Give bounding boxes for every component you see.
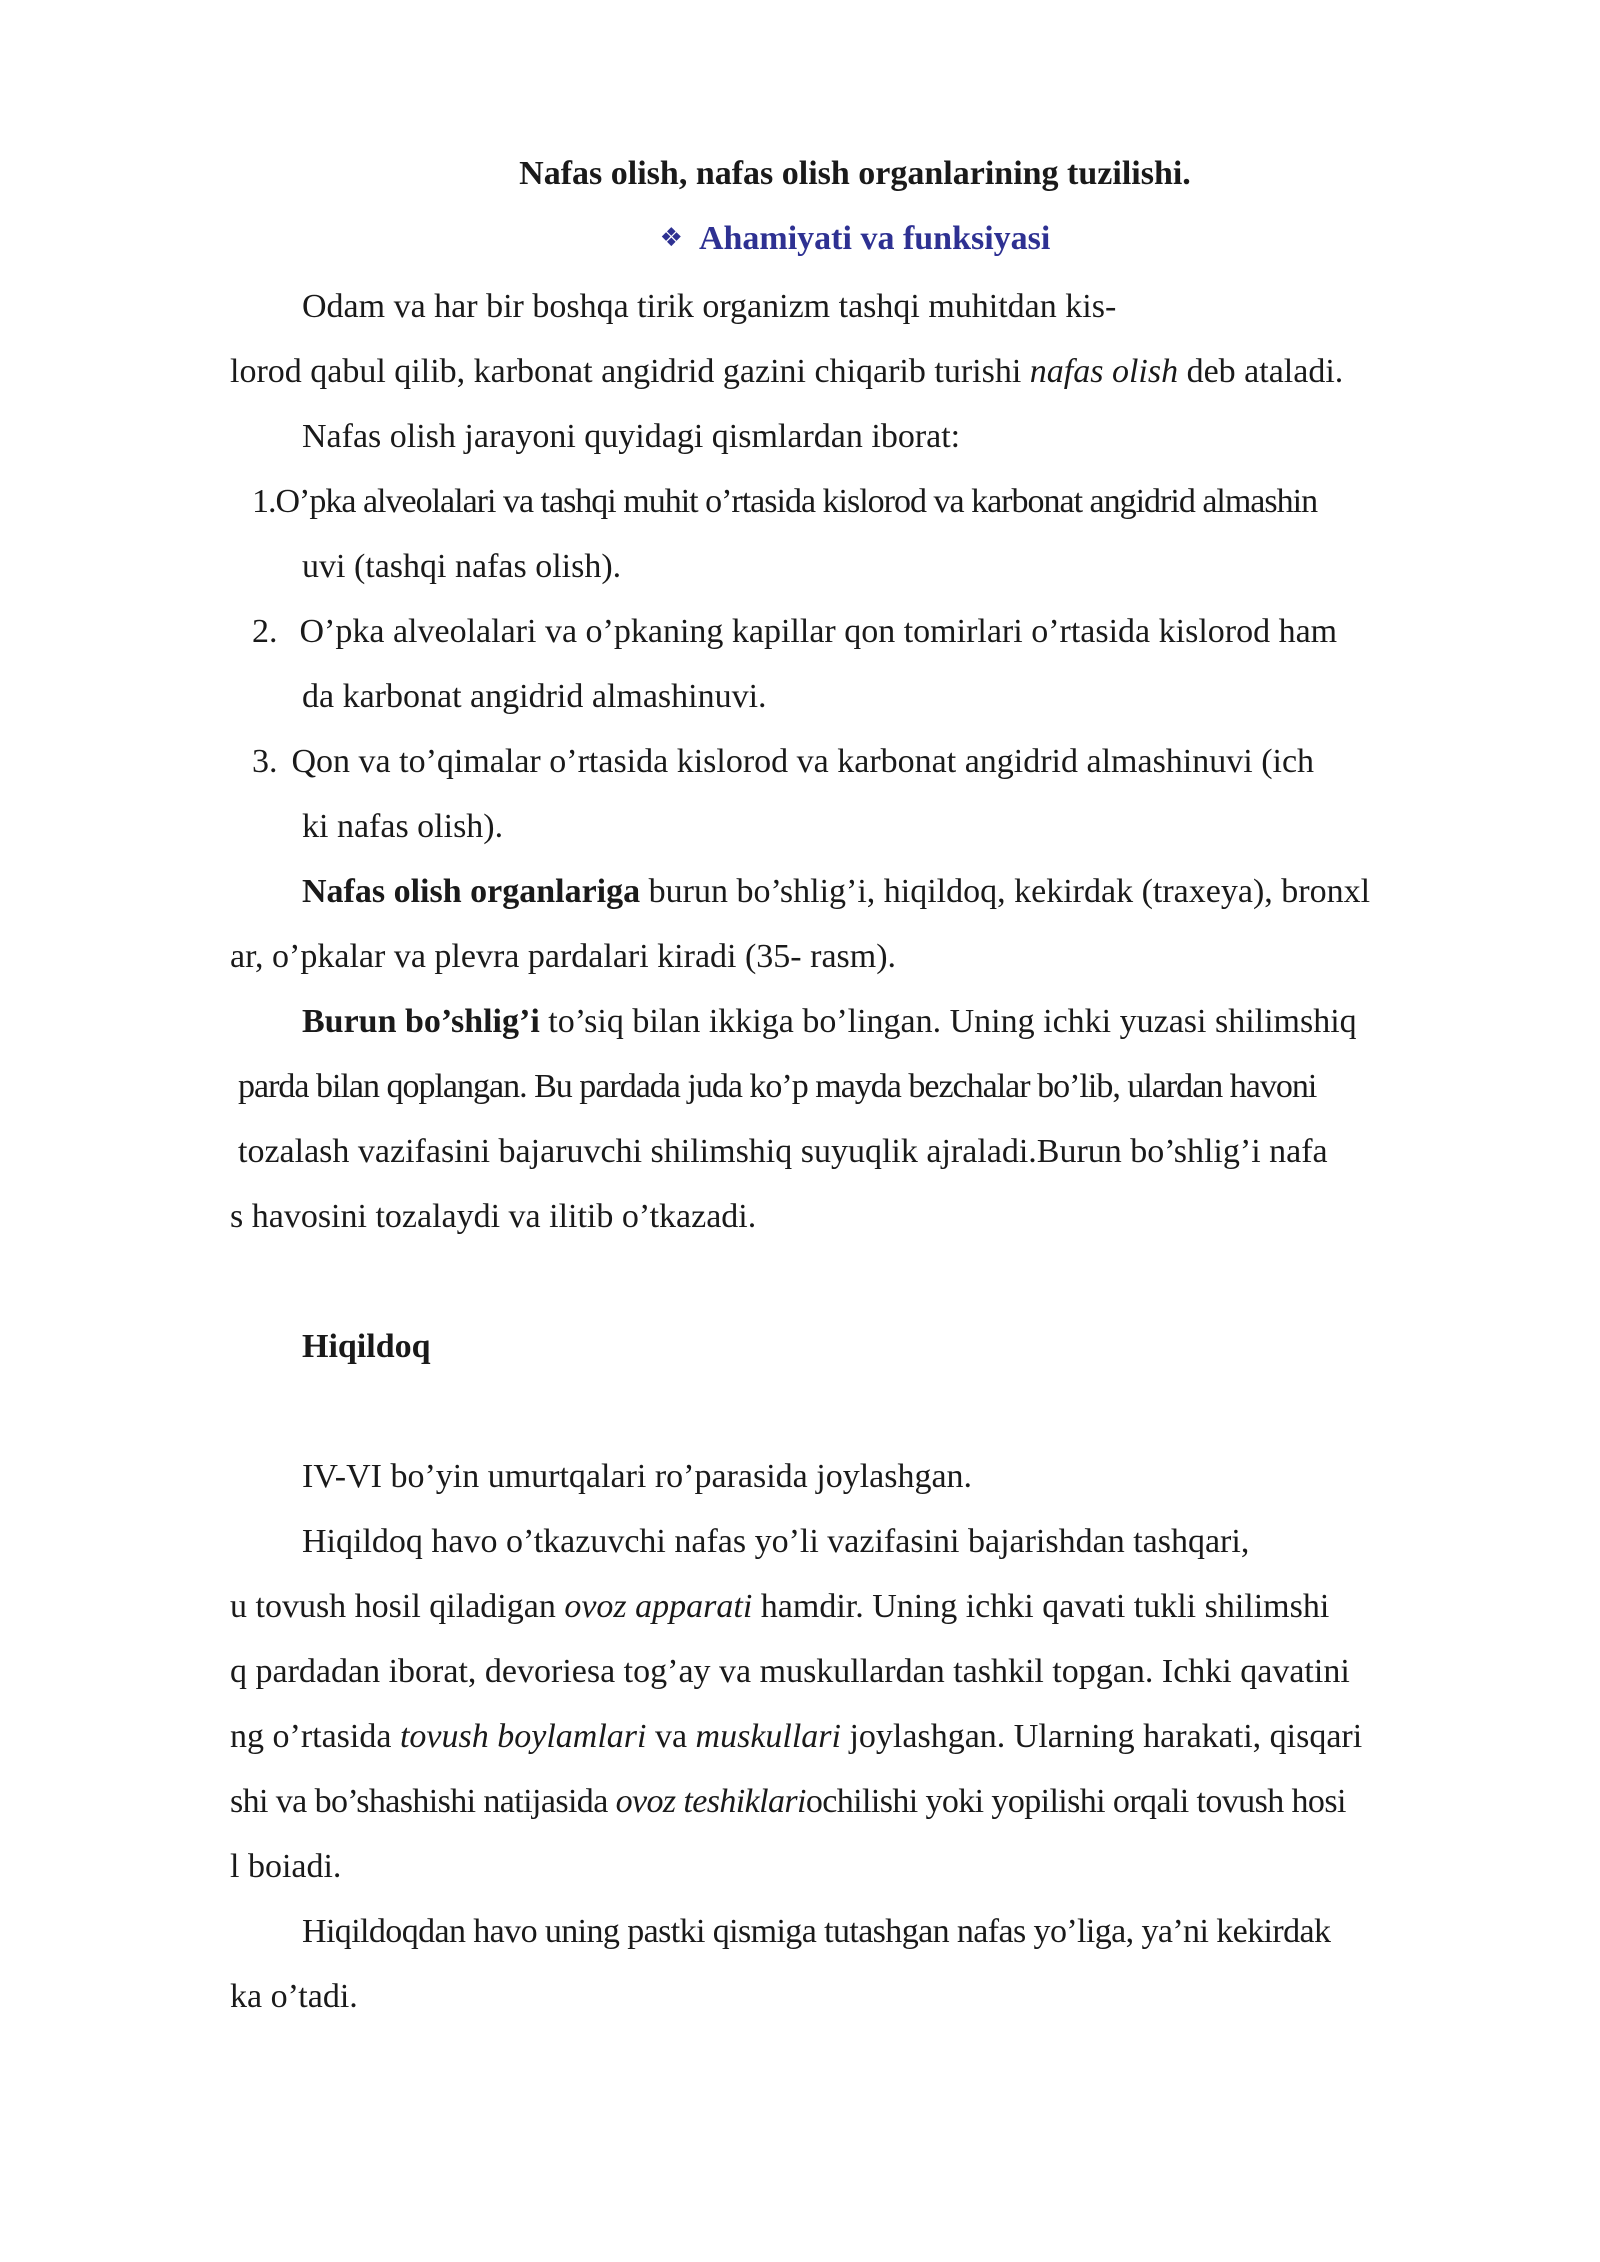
hiqildoq-p2-line-1: Hiqildoq havo o’tkazuvchi nafas yo’li vazifasini bajarishdan tashqari,: [302, 1523, 1250, 1560]
hiqildoq-p1: IV-VI bo’yin umurtqalari ro’parasida joylashgan.: [302, 1458, 973, 1495]
hiqildoq-p3-line-2: ka o’tadi.: [230, 1978, 358, 2015]
hiqildoq-p3-line-1: Hiqildoqdan havo uning pastki qismiga tutashgan nafas yo’liga, ya’ni kekirdak: [302, 1913, 1331, 1950]
list-number: 1.: [252, 483, 276, 520]
organs-line-2: ar, o’pkalar va plevra pardalari kiradi (35- rasm).: [230, 938, 897, 975]
list-item-2-cont: da karbonat angidrid almashinuvi.: [302, 678, 767, 715]
list-item-1-cont: uvi (tashqi nafas olish).: [302, 548, 622, 585]
intro-line-2: lorod qabul qilib, karbonat angidrid gazini chiqarib turishi nafas olish deb ataladi.: [230, 353, 1344, 390]
term-muskullari: muskullari: [695, 1718, 841, 1755]
term-ovoz-teshiklari: ovoz teshiklari: [615, 1783, 806, 1820]
list-item-3: 3. Qon va to’qimalar o’rtasida kislorod va karbonat angidrid almashinuvi (ich: [252, 743, 1315, 780]
list-item-1: 1.O’pka alveolalari va tashqi muhit o’rtasida kislorod va karbonat angidrid almashin: [252, 483, 1318, 520]
hiqildoq-p2-line-6: l boiadi.: [230, 1848, 342, 1885]
organs-line-1: Nafas olish organlariga burun bo’shlig’i, hiqildoq, kekirdak (traxeya), bronxl: [302, 873, 1371, 910]
intro-line-3: Nafas olish jarayoni quyidagi qismlardan iborat:: [302, 418, 961, 455]
page-title: Nafas olish, nafas olish organlarining tuzilishi.: [519, 155, 1191, 192]
list-item-3-cont: ki nafas olish).: [302, 808, 504, 845]
list-number: 2.: [252, 613, 278, 650]
term-burun-boshligi: Burun bo’shlig’i: [302, 1003, 540, 1040]
intro-line-1: Odam va har bir boshqa tirik organizm tashqi muhitdan kis-: [302, 288, 1117, 325]
term-ovoz-apparati: ovoz apparati: [564, 1588, 753, 1625]
term-nafas-olish: nafas olish: [1029, 353, 1179, 390]
hiqildoq-p2-line-5: shi va bo’shashishi natijasida ovoz teshiklariochilishi yoki yopilishi orqali tovush hosi: [230, 1783, 1346, 1820]
section-subtitle: [0, 215, 1600, 265]
hiqildoq-p2-line-2: u tovush hosil qiladigan ovoz apparati hamdir. Uning ichki qavati tukli shilimshi: [230, 1588, 1330, 1625]
burun-line-4: s havosini tozalaydi va ilitib o’tkazadi.: [230, 1198, 757, 1235]
burun-line-2: parda bilan qoplangan. Bu pardada juda ko’p mayda bezchalar bo’lib, ulardan havoni: [238, 1068, 1317, 1105]
hiqildoq-heading: Hiqildoq: [302, 1328, 431, 1365]
diamond-bullet-icon: ❖: [659, 223, 683, 253]
term-nafas-olish-organlariga: Nafas olish organlariga: [302, 873, 641, 910]
hiqildoq-p2-line-4: ng o’rtasida tovush boylamlari va muskullari joylashgan. Ularning harakati, qisqari: [230, 1718, 1363, 1755]
list-number: 3.: [252, 743, 278, 780]
list-item-2: 2. O’pka alveolalari va o’pkaning kapillar qon tomirlari o’rtasida kislorod ham: [252, 613, 1338, 650]
subtitle-text: Ahamiyati va funksiyasi: [698, 220, 1051, 257]
burun-line-3: tozalash vazifasini bajaruvchi shilimshiq suyuqlik ajraladi.Burun bo’shlig’i nafa: [238, 1133, 1328, 1170]
burun-line-1: Burun bo’shlig’i to’siq bilan ikkiga bo’lingan. Uning ichki yuzasi shilimshiq: [302, 1003, 1357, 1040]
hiqildoq-p2-line-3: q pardadan iborat, devoriesa tog’ay va muskullardan tashkil topgan. Ichki qavatini: [230, 1653, 1350, 1690]
term-tovush-boylamlari: tovush boylamlari: [399, 1718, 647, 1755]
